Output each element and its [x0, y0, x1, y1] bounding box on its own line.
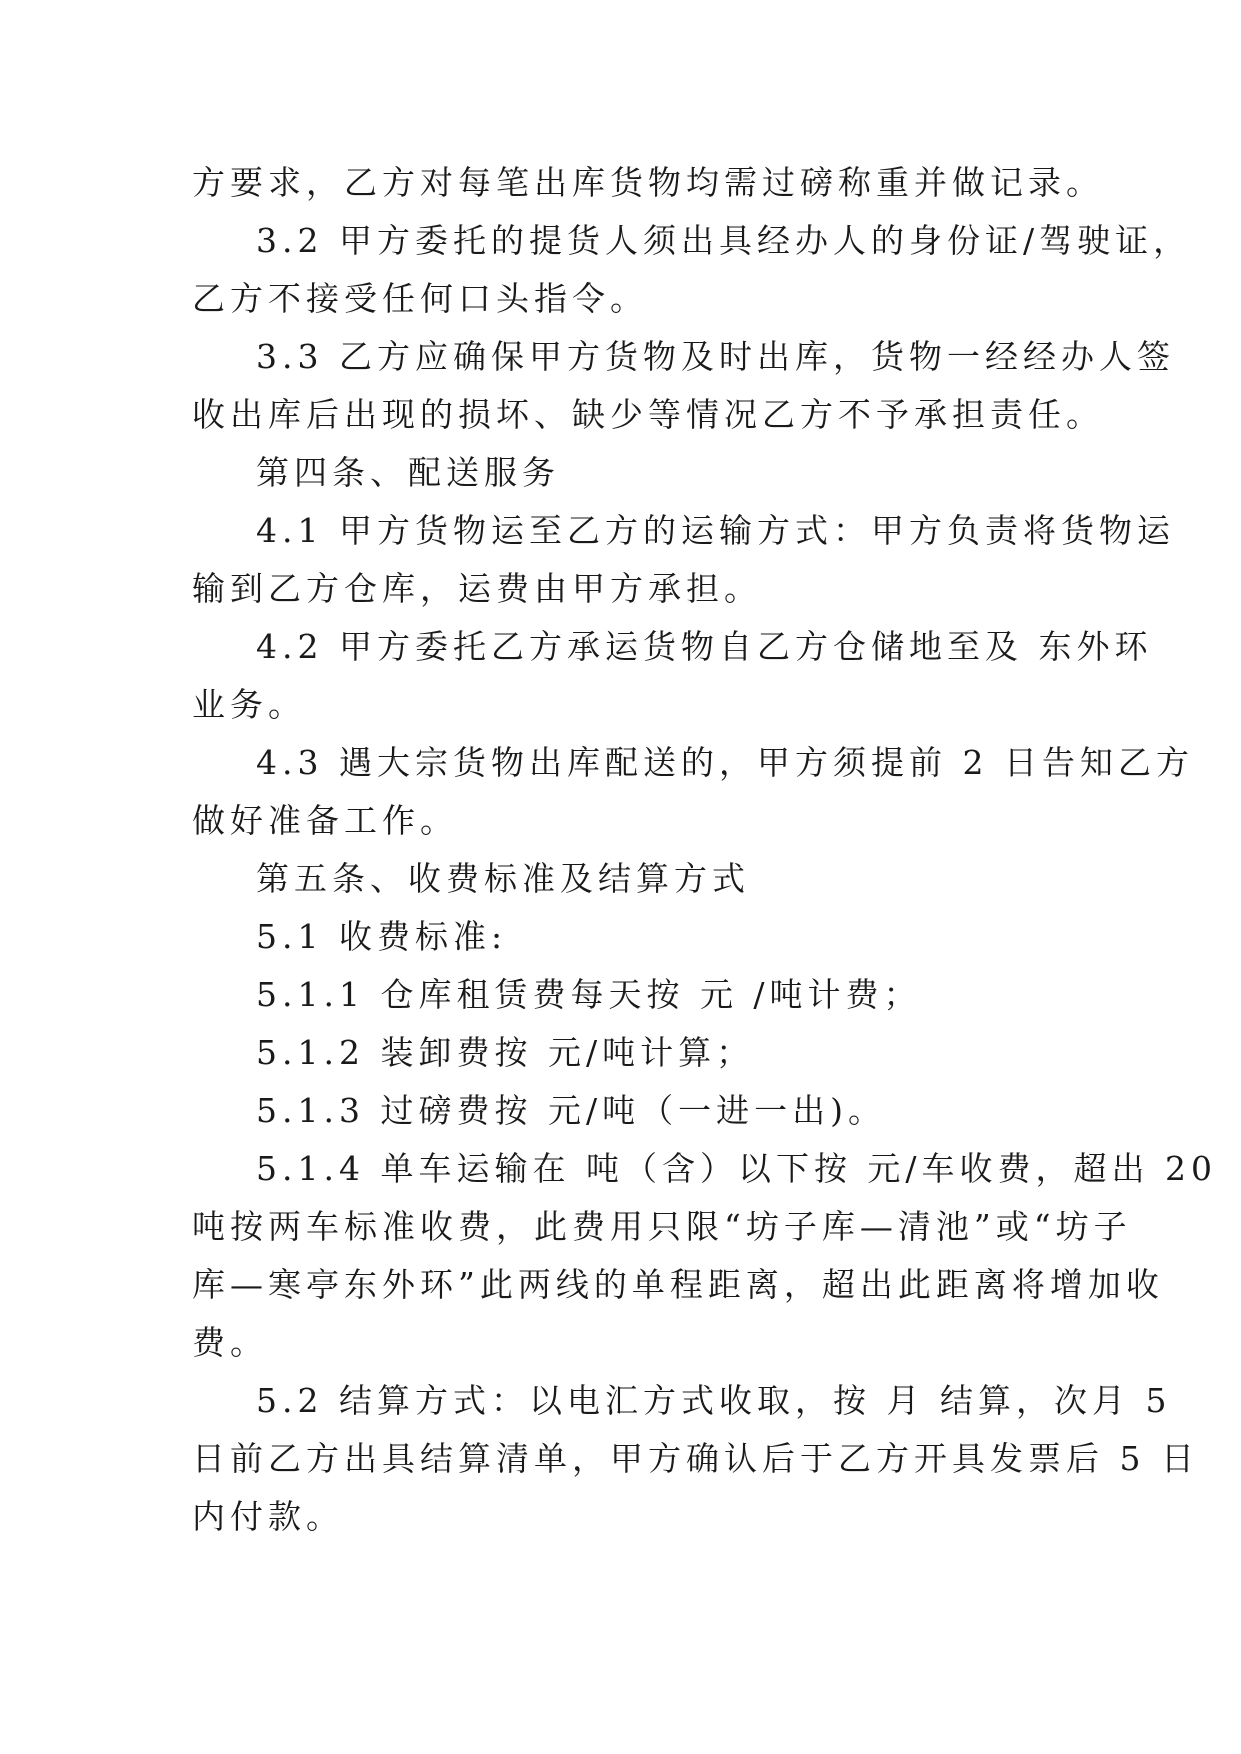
text-line: 收出库后出现的损坏、缺少等情况乙方不予承担责任。: [192, 395, 1104, 434]
text-line: 5.2 结算方式：以电汇方式收取，按 月 结算，次月 5: [256, 1381, 1172, 1420]
text-line: 3.2 甲方委托的提货人须出具经办人的身份证/驾驶证，: [256, 221, 1192, 260]
text-line: 3.3 乙方应确保甲方货物及时出库，货物一经经办人签: [256, 337, 1175, 376]
section-heading: 第四条、配送服务: [256, 453, 560, 492]
text-line: 5.1.2 装卸费按 元/吨计算；: [256, 1033, 755, 1072]
text-line: 5.1.1 仓库租赁费每天按 元 /吨计费；: [256, 975, 922, 1014]
text-line: 吨按两车标准收费，此费用只限“坊子库—清池”或“坊子: [192, 1207, 1132, 1246]
text-line: 5.1 收费标准:: [256, 917, 508, 956]
text-line: 5.1.3 过磅费按 元/吨（一进一出)。: [256, 1091, 886, 1130]
text-line: 输到乙方仓库，运费由甲方承担。: [192, 569, 762, 608]
text-line: 费。: [192, 1323, 268, 1362]
contract-body: [192, 154, 1218, 1546]
text-line: 日前乙方出具结算清单，甲方确认后于乙方开具发票后 5 日: [192, 1439, 1199, 1478]
text-line: 做好准备工作。: [192, 801, 458, 840]
text-line: 5.1.4 单车运输在 吨（含）以下按 元/车收费，超出 20: [256, 1149, 1218, 1188]
text-line: 4.3 遇大宗货物出库配送的，甲方须提前 2 日告知乙方: [256, 743, 1194, 782]
text-line: 4.2 甲方委托乙方承运货物自乙方仓储地至及 东外环: [256, 627, 1153, 666]
text-line: 内付款。: [192, 1497, 344, 1536]
text-line: 乙方不接受任何口头指令。: [192, 279, 648, 318]
text-line: 4.1 甲方货物运至乙方的运输方式：甲方负责将货物运: [256, 511, 1175, 550]
text-line: 库—寒亭东外环”此两线的单程距离，超出此距离将增加收: [192, 1265, 1164, 1304]
text-line: 方要求，乙方对每笔出库货物均需过磅称重并做记录。: [192, 163, 1104, 202]
text-line: 业务。: [192, 685, 306, 724]
section-heading: 第五条、收费标准及结算方式: [256, 859, 750, 898]
